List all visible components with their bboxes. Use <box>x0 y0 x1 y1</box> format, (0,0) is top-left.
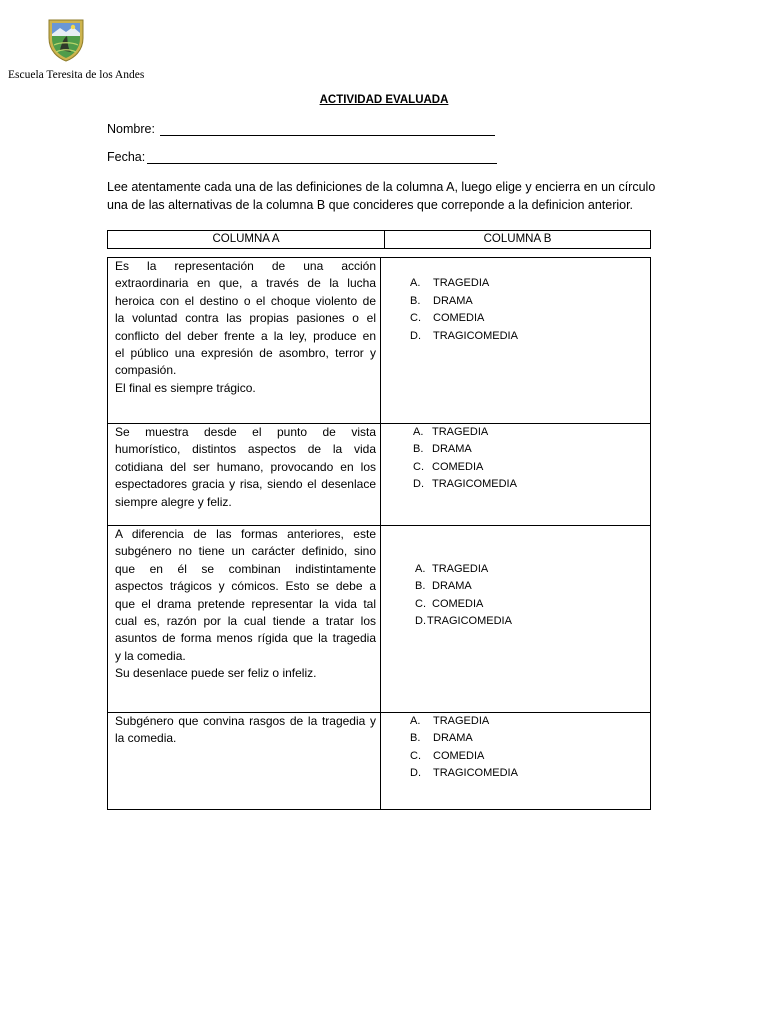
option-item <box>381 578 650 595</box>
option-text: TRAGICOMEDIA <box>433 767 518 780</box>
options-cell <box>381 424 650 525</box>
option-letter: C. <box>410 749 421 762</box>
definition-line: conflicto del deber frente a la ley, produce en <box>115 328 376 343</box>
option-item <box>381 293 650 310</box>
definition-line: la comedia. <box>115 731 177 746</box>
option-letter: B. <box>410 294 421 307</box>
options-cell <box>381 258 650 423</box>
instructions-line: una de las alternativas de la columna B que concideres que correponde a la definicion anterior. <box>107 198 634 212</box>
option-item <box>381 765 650 782</box>
definition-line: y la comedia. <box>115 648 186 663</box>
option-letter: B. <box>413 443 424 456</box>
option-text: TRAGICOMEDIA <box>433 329 518 342</box>
option-text: TRAGEDIA <box>432 562 489 575</box>
definition-cell <box>108 526 381 712</box>
definition-line: el público una expresión de asombro, terror y <box>115 346 376 361</box>
definition-line: El final es siempre trágico. <box>115 380 256 395</box>
option-letter: B. <box>410 732 421 745</box>
definition-cell <box>108 258 381 423</box>
option-text: DRAMA <box>432 443 472 456</box>
date-label: Fecha: <box>107 150 146 164</box>
definition-line: compasión. <box>115 363 177 378</box>
name-blank-line <box>160 135 495 136</box>
school-crest-icon <box>46 17 86 63</box>
definition-line: aspectos trágicos y cómicos. Esto se debe a <box>115 579 376 594</box>
definition-line: Su desenlace puede ser feliz o infeliz. <box>115 666 317 681</box>
definition-line: humorístico, distintos aspectos de la vida <box>115 442 376 457</box>
option-item <box>381 476 650 493</box>
option-text: TRAGEDIA <box>432 426 489 438</box>
option-item <box>381 561 650 578</box>
date-blank-line <box>147 163 497 164</box>
option-text: COMEDIA <box>433 312 485 325</box>
options-cell <box>381 713 650 809</box>
definition-paragraph <box>115 424 376 511</box>
option-item <box>381 310 650 327</box>
option-text: COMEDIA <box>433 749 485 762</box>
option-text: TRAGICOMEDIA <box>432 478 517 491</box>
option-text: TRAGEDIA <box>433 277 490 290</box>
option-letter: A. <box>413 426 424 438</box>
option-item <box>381 441 650 458</box>
definition-line: que el drama pretende representar la vida tal <box>115 596 376 611</box>
option-text: DRAMA <box>433 732 473 745</box>
option-letter: C. <box>415 597 426 610</box>
option-item <box>381 748 650 765</box>
option-text: COMEDIA <box>432 460 484 473</box>
instructions <box>107 178 655 214</box>
definition-cell <box>108 713 381 809</box>
definition-line: cotidiana del ser humano, provocando en los <box>115 459 376 474</box>
definition-line: siempre alegre y feliz. <box>115 494 232 509</box>
option-item <box>381 275 650 292</box>
name-label: Nombre: <box>107 122 155 136</box>
option-item <box>381 613 650 630</box>
page-title <box>0 93 768 107</box>
option-text: TRAGEDIA <box>433 715 490 727</box>
options-cell <box>381 526 650 712</box>
option-letter: A. <box>415 562 426 575</box>
definition-line: A diferencia de las formas anteriores, este <box>115 527 376 541</box>
option-item <box>381 713 650 730</box>
table-row <box>108 258 650 423</box>
definition-line: Se muestra desde el punto de vista <box>115 425 376 439</box>
option-letter: A. <box>410 715 421 727</box>
option-text: COMEDIA <box>432 597 484 610</box>
definition-paragraph <box>115 258 376 380</box>
table-row <box>108 712 650 809</box>
option-letter: A. <box>410 277 421 290</box>
definition-line: Subgénero que convina rasgos de la tragedia y <box>115 714 376 728</box>
option-item <box>381 328 650 345</box>
option-text: DRAMA <box>433 294 473 307</box>
option-letter: D. <box>410 767 421 780</box>
column-header-row <box>107 230 651 249</box>
definition-line: extraordinaria en que, a través de la lucha <box>115 276 376 291</box>
table-row <box>108 525 650 712</box>
definition-paragraph <box>115 526 376 665</box>
column-a-header: COLUMNA A <box>108 231 385 248</box>
option-item <box>381 459 650 476</box>
definition-line: la voluntad contra las propias pasiones o el <box>115 311 376 326</box>
definition-line: cual es, razón por la cual tiende a tratar los <box>115 614 376 629</box>
definition-line: subgénero no tiene un carácter definido, sino <box>115 544 376 559</box>
option-item <box>381 730 650 747</box>
definition-paragraph <box>115 380 376 397</box>
page-title-text: ACTIVIDAD EVALUADA <box>319 94 449 106</box>
definition-paragraph <box>115 713 376 748</box>
option-letter: B. <box>415 580 426 593</box>
option-letter: C. <box>413 460 424 473</box>
definition-cell <box>108 424 381 525</box>
table-row <box>108 423 650 525</box>
option-item <box>381 424 650 441</box>
option-letter: D. <box>415 615 426 627</box>
option-text: DRAMA <box>432 580 472 593</box>
column-b-header: COLUMNA B <box>483 233 552 245</box>
option-letter: D. <box>413 478 424 491</box>
instructions-line: Lee atentamente cada una de las definiciones de la columna A, luego elige y encierra en un círculo <box>107 180 656 194</box>
definition-line: que en él se combinan indistintamente <box>115 561 376 576</box>
option-letter: C. <box>410 312 421 325</box>
option-text: TRAGICOMEDIA <box>427 615 512 627</box>
option-letter: D. <box>410 329 421 342</box>
activity-table <box>107 257 651 810</box>
definition-line: heroica con el destino o el choque violento de <box>115 293 376 308</box>
definition-line: asuntos de forma menos rígida que la tragedia <box>115 631 376 646</box>
definition-paragraph <box>115 665 376 682</box>
definition-line: espectadores gracia y risa, siendo el desenlace <box>115 477 376 492</box>
option-item <box>381 596 650 613</box>
school-name: Escuela Teresita de los Andes <box>8 69 145 81</box>
definition-line: Es la representación de una acción <box>115 259 376 273</box>
